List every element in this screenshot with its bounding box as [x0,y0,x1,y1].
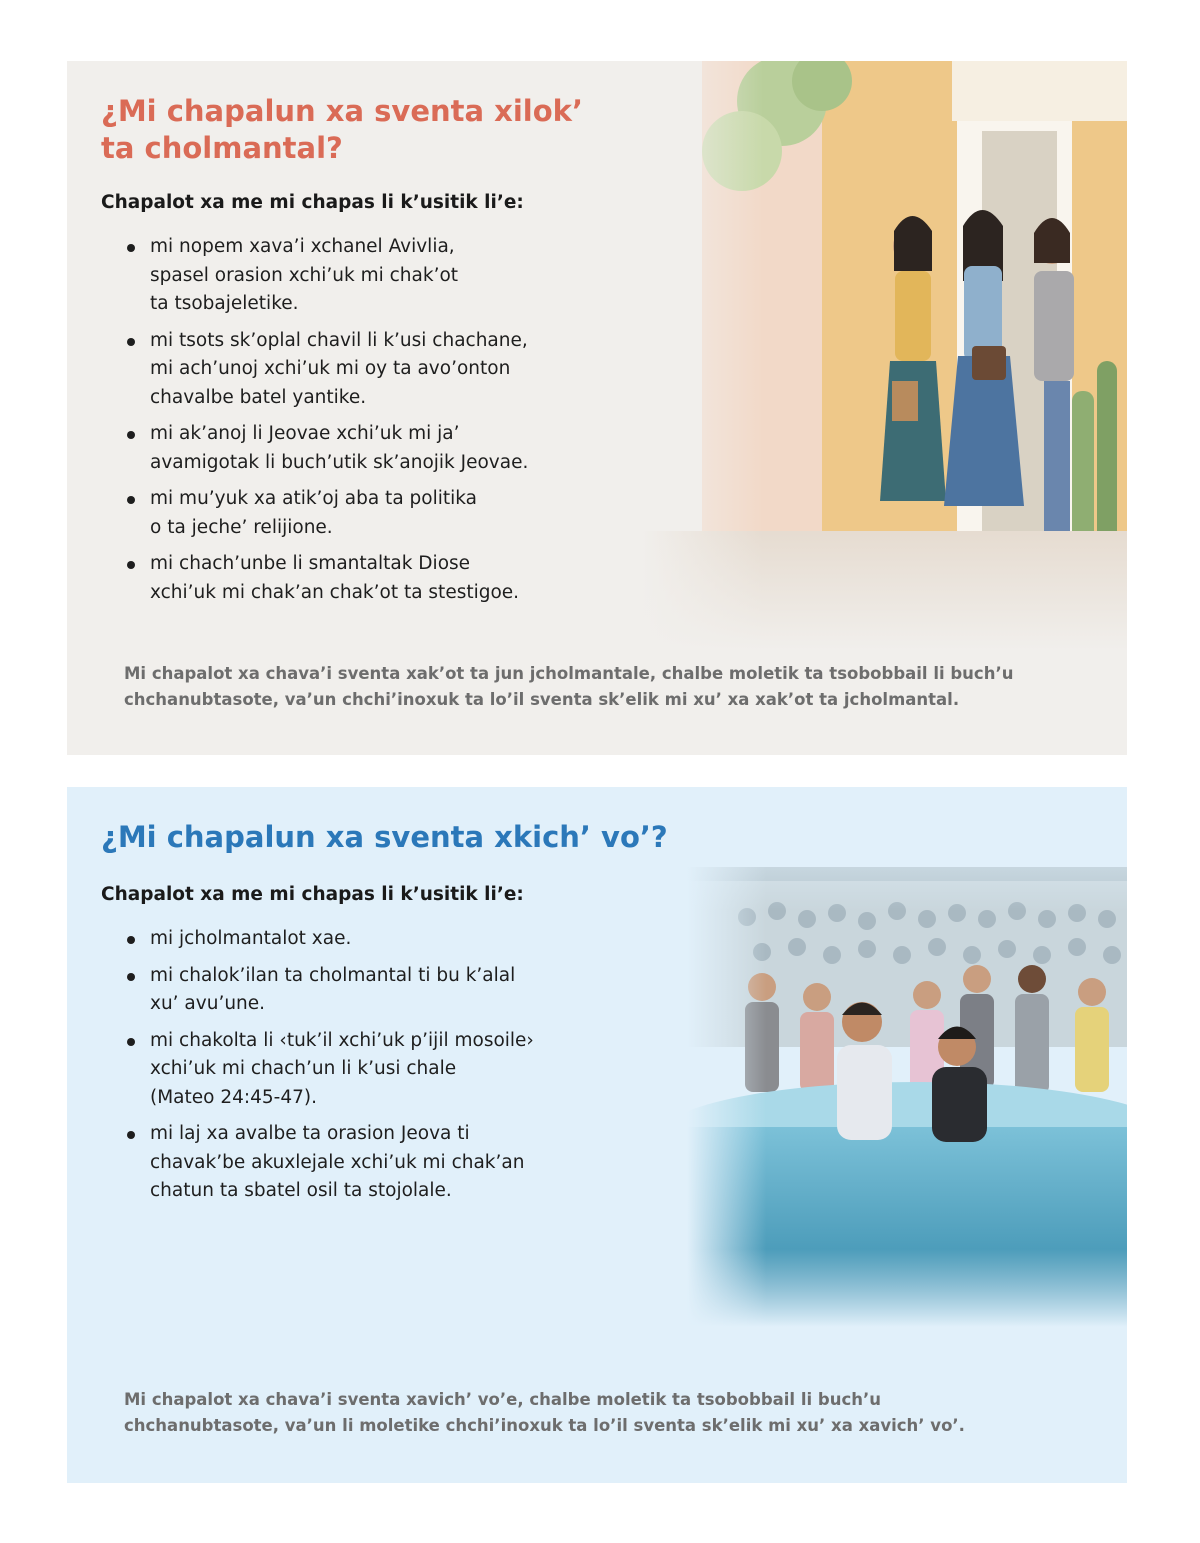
list-item: mi chach’unbe li smantaltak Diose xchi’uk mi chak’an chak’ot ta stestigoe. [127,550,597,607]
baptism-section [67,787,1127,1483]
list-item: mi chakolta li ‹tuk’il xchi’uk p’ijil mosoile› xchi’uk mi chach’un li k’usi chale (Mateo 24:45-47). [127,1027,597,1113]
section-subtitle: Chapalot xa me mi chapas li k’usitik li’e: [101,884,524,905]
section-footnote: Mi chapalot xa chava’i sventa xak’ot ta jun jcholmantale, chalbe moletik ta tsobobbail li buch’u chchanubtasote, va’un chchi’inoxuk ta lo’il sventa sk’elik mi xu’ xa xak’ot ta jcholmantal. [124,664,1014,709]
section-title: ¿Mi chapalun xa sventa xkich’ vo’? [101,820,668,854]
section-footnote: Mi chapalot xa chava’i sventa xavich’ vo’e, chalbe moletik ta tsobobbail li buch’u chchanubtasote, va’un li moletike chchi’inoxuk ta lo’il sventa sk’elik mi xu’ xa xavich’ vo’. [124,1390,965,1435]
preaching-illustration [642,61,1127,651]
list-item: mi nopem xava’i xchanel Avivlia, spasel orasion xchi’uk mi chak’ot ta tsobajeletike. [127,233,597,319]
list-item: mi chalok’ilan ta cholmantal ti bu k’alal xu’ avu’une. [127,962,597,1019]
requirements-list [127,233,597,615]
list-item: mi tsots sk’oplal chavil li k’usi chachane, mi ach’unoj xchi’uk mi oy ta avo’onton chavalbe batel yantike. [127,327,597,413]
list-item: mi jcholmantalot xae. [127,925,597,954]
list-item: mi laj xa avalbe ta orasion Jeova ti chavak’be akuxlejale xchi’uk mi chak’an chatun ta sbatel osil ta stojolale. [127,1120,597,1206]
section-title: ¿Mi chapalun xa sventa xilok’ ta cholmantal? [101,94,583,165]
congregation-section [67,61,1127,755]
baptism-illustration [687,807,1127,1327]
section-subtitle: Chapalot xa me mi chapas li k’usitik li’e: [101,192,524,213]
list-item: mi mu’yuk xa atik’oj aba ta politika o ta jeche’ relijione. [127,485,597,542]
requirements-list [127,925,597,1214]
list-item: mi ak’anoj li Jeovae xchi’uk mi ja’ avamigotak li buch’utik sk’anojik Jeovae. [127,420,597,477]
